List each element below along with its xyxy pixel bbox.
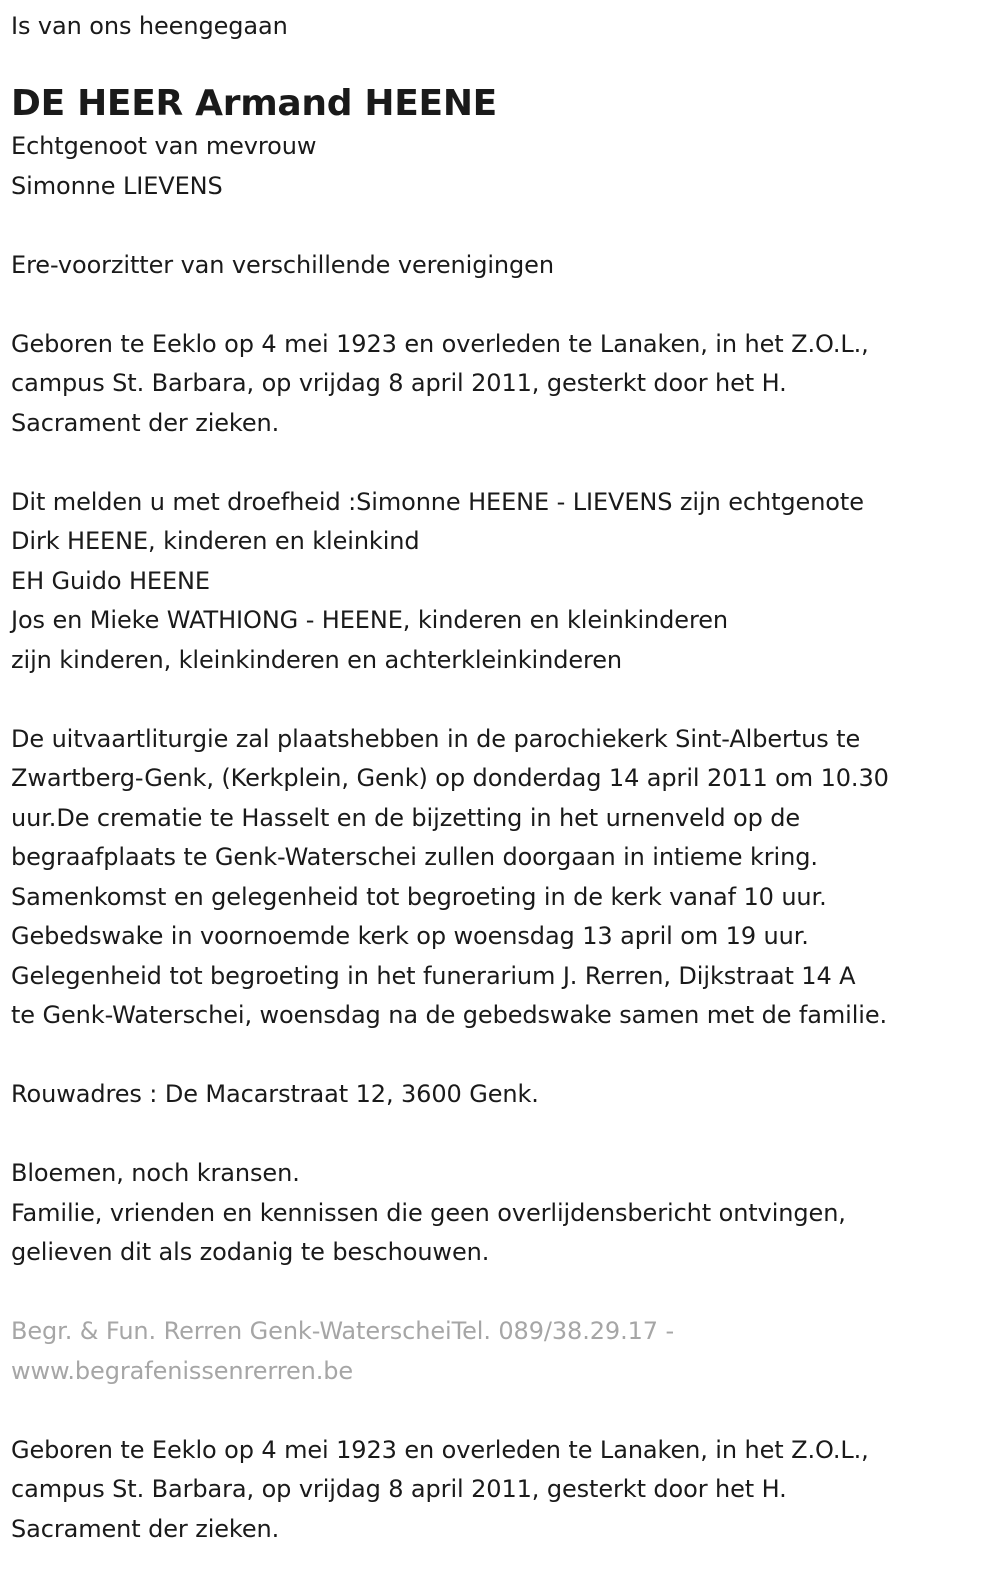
funeral-line: Gebedswake in voornoemde kerk op woensdag 13 april om 19 uur. [11, 922, 809, 950]
family-line: zijn kinderen, kleinkinderen en achterkleinkinderen [11, 645, 623, 674]
birth-repeat-line: Sacrament der zieken. [11, 1514, 280, 1543]
mourning-address: Rouwadres : De Macarstraat 12, 3600 Genk. [11, 1080, 539, 1108]
honor-line: Ere-voorzitter van verschillende verenigingen [11, 250, 554, 279]
funeral-line: te Genk-Waterschei, woensdag na de gebedswake samen met de familie. [11, 1001, 888, 1029]
spouse-line: Echtgenoot van mevrouw [11, 132, 317, 160]
flowers-line: Bloemen, noch kransen. [11, 1159, 300, 1187]
death-notice [11, 8, 986, 1549]
funeral-line: begraafplaats te Genk-Waterschei zullen doorgaan in intieme kring. [11, 843, 818, 871]
flowers-line: gelieven dit als zodanig te beschouwen. [11, 1238, 490, 1266]
birth-line: Geboren te Eeklo op 4 mei 1923 en overleden te Lanaken, in het Z.O.L., [11, 329, 869, 358]
family-line: EH Guido HEENE [11, 566, 210, 595]
deceased-name: DE HEER Armand HEENE [11, 83, 497, 124]
paragraph-gap [11, 680, 986, 720]
funeral-home-website: www.begrafenissenrerren.be [11, 1356, 354, 1385]
funeral-home-footer: Begr. & Fun. Rerren Genk-WaterscheiTel. 089/38.29.17 - [11, 1317, 675, 1345]
spouse-line: Simonne LIEVENS [11, 171, 223, 200]
paragraph-gap [11, 1273, 986, 1313]
family-line: Dit melden u met droefheid :Simonne HEENE - LIEVENS zijn echtgenote [11, 487, 864, 516]
paragraph-gap [11, 1115, 986, 1155]
paragraph-gap [11, 1036, 986, 1076]
family-line: Dirk HEENE, kinderen en kleinkind [11, 527, 420, 555]
paragraph-gap [11, 443, 986, 483]
paragraph-gap [11, 206, 986, 246]
paragraph-gap [11, 285, 986, 325]
birth-line: Sacrament der zieken. [11, 408, 280, 437]
funeral-line: uur.De crematie te Hasselt en de bijzetting in het urnenveld op de [11, 803, 801, 832]
intro-text: Is van ons heengegaan [11, 12, 288, 40]
funeral-line: De uitvaartliturgie zal plaatshebben in de parochiekerk Sint-Albertus te [11, 724, 861, 753]
birth-repeat-line: Geboren te Eeklo op 4 mei 1923 en overleden te Lanaken, in het Z.O.L., [11, 1435, 869, 1464]
family-line: Jos en Mieke WATHIONG - HEENE, kinderen en kleinkinderen [11, 606, 728, 634]
paragraph-gap [11, 1391, 986, 1431]
birth-repeat-line: campus St. Barbara, op vrijdag 8 april 2011, gesterkt door het H. [11, 1475, 787, 1503]
funeral-line: Gelegenheid tot begroeting in het funerarium J. Rerren, Dijkstraat 14 A [11, 961, 856, 990]
funeral-line: Zwartberg-Genk, (Kerkplein, Genk) op donderdag 14 april 2011 om 10.30 [11, 764, 889, 792]
funeral-line: Samenkomst en gelegenheid tot begroeting in de kerk vanaf 10 uur. [11, 882, 827, 911]
flowers-line: Familie, vrienden en kennissen die geen overlijdensbericht ontvingen, [11, 1198, 846, 1227]
birth-line: campus St. Barbara, op vrijdag 8 april 2011, gesterkt door het H. [11, 369, 787, 397]
